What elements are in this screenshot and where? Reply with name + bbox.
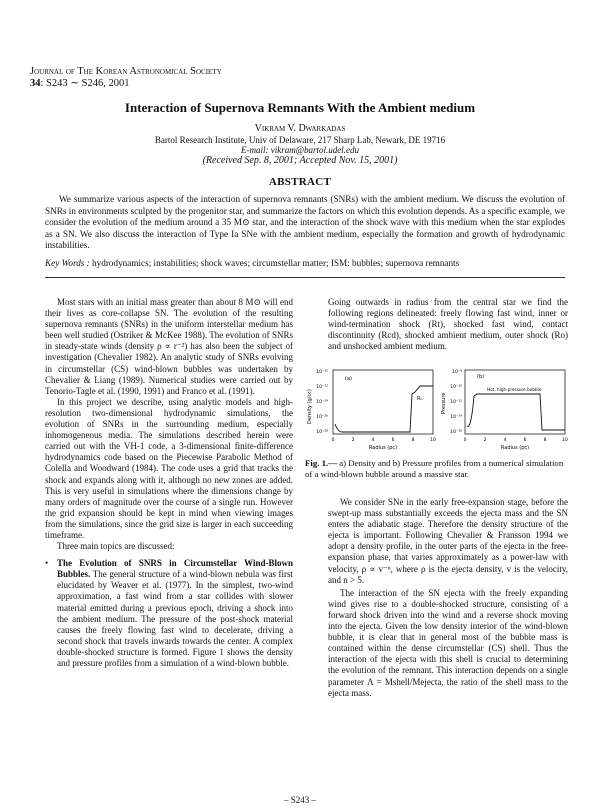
keywords-text: hydrodynamics; instabilities; shock waves; circumstellar matter; ISM: bubbles; supernova remnants bbox=[92, 258, 460, 268]
density-curve bbox=[335, 386, 433, 432]
pressure-xtick: 8 bbox=[543, 438, 547, 443]
pressure-ytick: 10⁻¹⁰ bbox=[450, 385, 462, 390]
pressure-xtick: 0 bbox=[463, 438, 467, 443]
journal-volume: 34 bbox=[30, 78, 41, 89]
density-ytick: 10⁻²⁶ bbox=[316, 415, 328, 420]
density-panel bbox=[307, 369, 436, 451]
right-column-bottom bbox=[328, 497, 568, 699]
left-column bbox=[45, 297, 293, 669]
bullet-heading: The Evolution of SNRS in Circumstellar Wind-Blown Bubbles. bbox=[57, 558, 293, 580]
journal-pages: : S243 ∼ S246, 2001 bbox=[40, 78, 130, 89]
density-ytick: 10⁻²⁸ bbox=[316, 430, 328, 435]
pressure-xtick: 10 bbox=[562, 438, 568, 443]
divider bbox=[45, 277, 565, 278]
density-xtick: 6 bbox=[391, 438, 395, 443]
paragraph: Three main topics are discussed: bbox=[57, 541, 175, 552]
keywords bbox=[45, 258, 565, 269]
density-ytick: 10⁻²⁴ bbox=[316, 400, 328, 405]
pressure-xtick: 4 bbox=[503, 438, 507, 443]
author-block bbox=[0, 124, 600, 166]
paragraph: Going outwards in radius from the central star we find the following regions delineated: freely flowing fast wind, inner or wind-termination shock (Rt), shocked fast wind, contact discontinuity (Rcd), shocked ambient medium, outer shock (Ro) and unshocked ambient medium. bbox=[328, 297, 568, 352]
pressure-ytick: 10⁻¹⁴ bbox=[450, 415, 462, 420]
caption-text: a) Density and b) Pressure profiles from a numerical simulation of a wind-blown bubble around a massive star. bbox=[305, 458, 564, 479]
density-ro-label: Rₒ bbox=[417, 396, 423, 402]
density-ytick: 10⁻²² bbox=[316, 385, 328, 390]
density-xtick: 10 bbox=[430, 438, 436, 443]
paragraph: Most stars with an initial mass greater than about 8 M⊙ will end their lives as core-collapse SN. The evolution of the resulting supernova remnants (SNRs) in the uniform interstellar medium has been well studied (Ostriker & McKee 1988). The evolution of SNRs in steady-state winds (density ρ ∝ r⁻²) has also been the subject of investigation (Chevalier 1982). An analytic study of SNRs evolving in circumstellar (CS) wind-blown bubbles was undertaken by Chevalier & Liang (1989). Numerical studies were carried out by Tenorio-Tagle et al. (1990, 1991) and Franco et al. (1991). bbox=[45, 297, 293, 396]
density-ylabel: Density (g/cc) bbox=[307, 389, 313, 424]
pressure-xtick: 2 bbox=[483, 438, 487, 443]
author-name: Vikram V. Dwarkadas bbox=[254, 123, 346, 134]
paper-title: Interaction of Supernova Remnants With the Ambient medium bbox=[124, 100, 476, 115]
pressure-curve bbox=[467, 394, 565, 430]
pressure-ytick: 10⁻¹² bbox=[450, 400, 462, 405]
figure-caption bbox=[305, 458, 567, 479]
page-number: – S243 – bbox=[283, 795, 316, 805]
density-ytick: 10⁻²⁰ bbox=[316, 370, 328, 375]
pressure-ytick: 10⁻¹⁶ bbox=[450, 430, 462, 435]
journal-name: Journal of The Korean Astronomical Society bbox=[30, 66, 222, 77]
pressure-xtick: 6 bbox=[523, 438, 527, 443]
bullet-text: The general structure of a wind-blown nebula was first elucidated by Weaver et al. (1977). In the simplest, two-wind approximation, a fast wind from a star collides with slower material emitted during a previous epoch, driving a shock into the ambient medium. The pressure of the post-shock material causes the freely flowing fast wind to decelerate, driving a second shock that travels inwards towards the center. A complex double-shocked structure is formed. Figure 1 shows the density and pressure profiles from a simulation of a wind-blown bubble. bbox=[57, 569, 294, 668]
keywords-label: Key Words : bbox=[45, 258, 90, 268]
pressure-panel-label: (b) bbox=[477, 374, 485, 380]
density-xtick: 2 bbox=[351, 438, 355, 443]
email-label: E-mail: bbox=[240, 145, 269, 155]
density-xtick: 8 bbox=[411, 438, 415, 443]
journal-header bbox=[30, 66, 222, 90]
received-dates: (Received Sep. 8, 2001; Accepted Nov. 15, 2001) bbox=[202, 154, 398, 166]
bullet-item bbox=[45, 558, 293, 669]
density-xtick: 0 bbox=[331, 438, 335, 443]
pressure-bubble-label: Hot, high-pressure bubble bbox=[487, 387, 542, 392]
author-affiliation: Bartol Research Institute, Univ of Delaware, 217 Sharp Lab, Newark, DE 19716 bbox=[154, 134, 446, 145]
pressure-ytick: 10⁻⁸ bbox=[452, 370, 462, 375]
density-xtick: 4 bbox=[371, 438, 375, 443]
figure-1-svg bbox=[305, 366, 567, 454]
bullet-dot: • bbox=[45, 558, 49, 569]
density-xlabel: Radius (pc) bbox=[368, 445, 398, 451]
abstract-text: We summarize various aspects of the interaction of supernova remnants (SNRs) with the ambient medium. We discuss the evolution of SNRs in environments sculpted by the progenitor star, and summarize the factors on which this evolution depends. As a specific example, we consider the evolution of the medium around a 35 M⊙ star, and the interaction of the shock wave with this medium when the star explodes as a SN. We also discuss the interaction of Type Ia SNe with the ambient medium, especially the formation and growth of hydrodynamic instabilities. bbox=[45, 194, 565, 251]
author-email: vikram@bartol.udel.edu bbox=[270, 145, 359, 155]
density-panel-label: (a) bbox=[345, 376, 352, 382]
pressure-ylabel: Pressure bbox=[441, 392, 447, 414]
paragraph: In this project we describe, using analytic models and high-resolution two-dimensional hydrodynamic simulations, the evolution of SNRs in the surrounding medium, especially inhomogeneous media. The simulations described herein were carried out with the VH-1 code, a 3-dimensional finite-difference hydrodynamics code based on the Piecewise Parabolic Method of Colella and Woodward (1984). The code uses a grid that tracks the shock and expands along with it, although no new zones are added. This is very useful in simulations where the dimensions change by many orders of magnitude over the course of a single run. However the grid expansion should be kept in mind when viewing images from the simulations, since the grid size is larger in each succeeding timeframe. bbox=[45, 396, 293, 540]
figure-1 bbox=[305, 366, 567, 454]
right-column-top bbox=[328, 297, 568, 352]
paragraph: The interaction of the SN ejecta with the freely expanding wind gives rise to a double-shocked structure, consisting of a forward shock driven into the wind and a reverse shock moving into the ejecta. Given the low density interior of the wind-blown bubble, it is clear that in general most of the bubble mass is contained within the dense circumstellar (CS) shell. Thus the interaction of the ejecta with this shell is crucial to determining the evolution of the remnant. This interaction depends on a single parameter Λ = Mshell/Mejecta, the ratio of the shell mass to the ejecta mass. bbox=[328, 587, 568, 698]
paragraph: We consider SNe in the early free-expansion stage, before the swept-up mass substantially exceeds the ejecta mass and the SN enters the adiabatic stage. Therefore the density structure of the ejecta is important. Following Chevalier & Fransson 1994 we adopt a density profile, in the outer parts of the ejecta in the free-expansion phase, that varies approximately as a power-law with velocity, ρ ∝ v⁻ⁿ, where ρ is the ejecta density, v is the velocity, and n > 5. bbox=[328, 497, 568, 585]
pressure-xlabel: Radius (pc) bbox=[500, 445, 530, 451]
pressure-panel bbox=[441, 369, 568, 451]
caption-label: Fig. 1.— bbox=[305, 458, 338, 468]
abstract-heading: ABSTRACT bbox=[268, 176, 332, 188]
